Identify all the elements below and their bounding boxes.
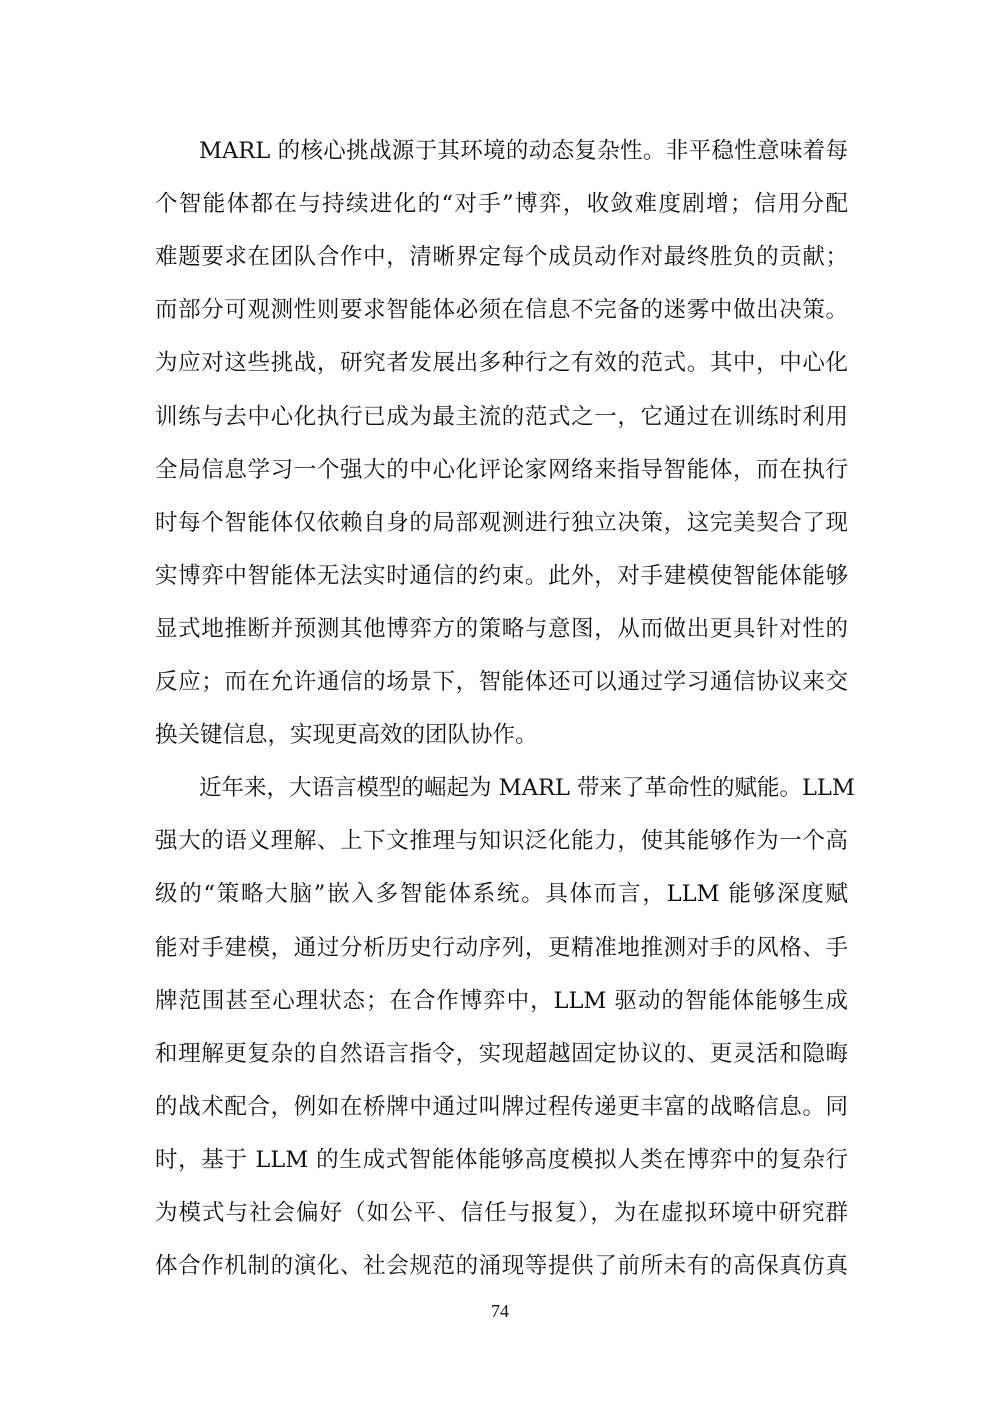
text-line: 为应对这些挑战，研究者发展出多种行之有效的范式。其中，中心化 [155, 350, 848, 377]
page-number: 74 [491, 1301, 509, 1321]
text-line: 而部分可观测性则要求智能体必须在信息不完备的迷雾中做出决策。 [155, 297, 848, 324]
text-line: 个智能体都在与持续进化的“对手”博弈，收敛难度剧增；信用分配 [155, 191, 848, 218]
text-line: 和理解更复杂的自然语言指令，实现超越固定协议的、更灵活和隐晦 [155, 1040, 848, 1067]
text-line: 训练与去中心化执行已成为最主流的范式之一，它通过在训练时利用 [155, 403, 848, 430]
text-line: 反应；而在允许通信的场景下，智能体还可以通过学习通信协议来交 [155, 669, 848, 695]
text-line: 时每个智能体仅依赖自身的局部观测进行独立决策，这完美契合了现 [155, 509, 848, 536]
text-line: 难题要求在团队合作中，清晰界定每个成员动作对最终胜负的贡献； [155, 244, 848, 271]
text-line: 换关键信息，实现更高效的团队协作。 [155, 722, 538, 749]
text-line: 能对手建模，通过分析历史行动序列，更精准地推测对手的风格、手 [155, 934, 848, 961]
text-line: MARL 的核心挑战源于其环境的动态复杂性。非平稳性意味着每 [199, 138, 848, 164]
text-line: 时，基于 LLM 的生成式智能体能够高度模拟人类在博弈中的复杂行 [155, 1146, 848, 1173]
text-line: 强大的语义理解、上下文推理与知识泛化能力，使其能够作为一个高 [155, 828, 848, 855]
text-line: 实博弈中智能体无法实时通信的约束。此外，对手建模使智能体能够 [155, 562, 848, 589]
text-line: 全局信息学习一个强大的中心化评论家网络来指导智能体，而在执行 [155, 456, 848, 483]
text-line: 近年来，大语言模型的崛起为 MARL 带来了革命性的赋能。LLM [199, 775, 855, 802]
text-line: 牌范围甚至心理状态；在合作博弈中，LLM 驱动的智能体能够生成 [155, 987, 848, 1014]
text-line: 的战术配合，例如在桥牌中通过叫牌过程传递更丰富的战略信息。同 [155, 1093, 848, 1120]
text-line: 体合作机制的演化、社会规范的涌现等提供了前所未有的高保真仿真 [155, 1253, 848, 1280]
text-line: 为模式与社会偏好（如公平、信任与报复），为在虚拟环境中研究群 [155, 1200, 848, 1226]
text-line: 显式地推断并预测其他博弈方的策略与意图，从而做出更具针对性的 [155, 615, 848, 642]
text-line: 级的“策略大脑”嵌入多智能体系统。具体而言，LLM 能够深度赋 [155, 881, 848, 908]
